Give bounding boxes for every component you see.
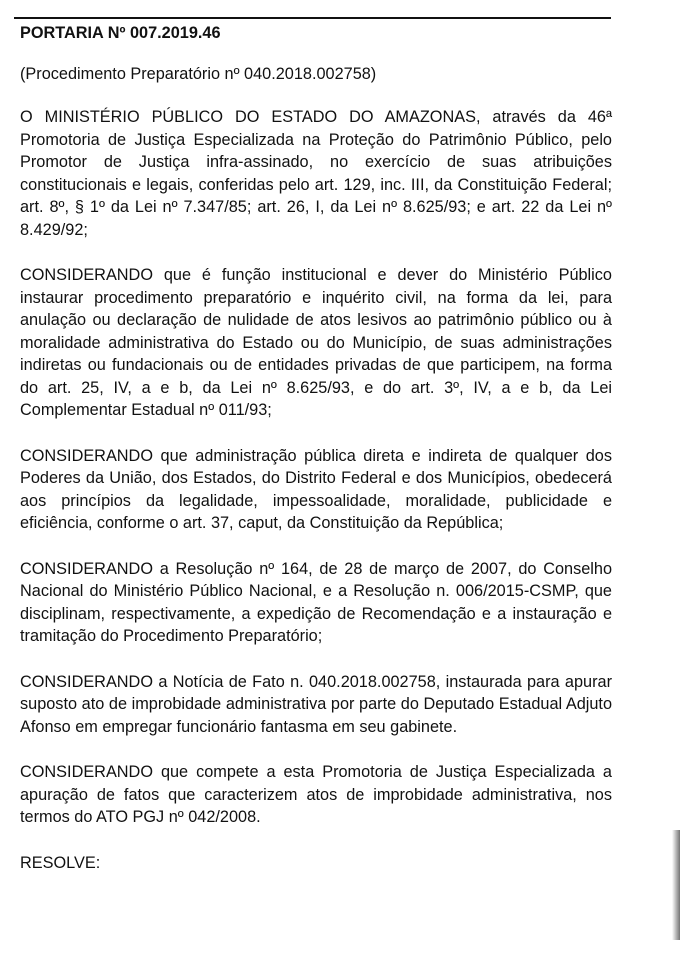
- resolve-heading: RESOLVE:: [20, 853, 101, 872]
- considering-paragraph-1: CONSIDERANDO que é função institucional e dever do Ministério Público instaurar procedimento preparatório e inquérito civil, na forma da lei, para anulação ou declaração de nulidade de atos lesivos ao patrimônio público ou à moralidade administrativa do Estado ou do Município, de suas administrações indiretas ou fundacionais ou de entidades privadas de que participem, na forma do art. 25, IV, a e b, da Lei nº 8.625/93, e do art. 3º, IV, a e b, da Lei Complementar Estadual nº 011/93;: [20, 266, 612, 419]
- header-rule: [14, 17, 611, 19]
- preamble-paragraph: O MINISTÉRIO PÚBLICO DO ESTADO DO AMAZONAS, através da 46ª Promotoria de Justiça Especializada na Proteção do Patrimônio Público, pelo Promotor de Justiça infra-assinado, no exercício de suas atribuições constitucionais e legais, conferidas pelo art. 129, inc. III, da Constituição Federal; art. 8º, § 1º da Lei nº 7.347/85; art. 26, I, da Lei nº 8.625/93; e art. 22 da Lei nº 8.429/92;: [20, 108, 612, 239]
- considering-paragraph-3: CONSIDERANDO a Resolução nº 164, de 28 de março de 2007, do Conselho Nacional do Ministério Público Nacional, e a Resolução n. 006/2015-CSMP, que disciplinam, respectivamente, a expedição de Recomendação e a instauração e tramitação do Procedimento Preparatório;: [20, 559, 612, 645]
- considering-paragraph-4: CONSIDERANDO a Notícia de Fato n. 040.2018.002758, instaurada para apurar suposto ato de improbidade administrativa por parte do Deputado Estadual Adjuto Afonso em empregar funcionário fantasma em seu gabinete.: [20, 672, 612, 736]
- considering-paragraph-2: CONSIDERANDO que administração pública direta e indireta de qualquer dos Poderes da União, dos Estados, do Distrito Federal e dos Municípios, obedecerá aos princípios da legalidade, impessoalidade, moralidade, publicidade e eficiência, conforme o art. 37, caput, da Constituição da República;: [20, 446, 612, 532]
- document-body: [20, 22, 612, 874]
- document-title: PORTARIA Nº 007.2019.46: [20, 24, 221, 42]
- considering-paragraph-5: CONSIDERANDO que compete a esta Promotoria de Justiça Especializada a apuração de fatos que caracterizem atos de improbidade administrativa, nos termos do ATO PGJ nº 042/2008.: [20, 763, 612, 826]
- page-edge-shadow: [672, 830, 680, 940]
- procedure-reference: (Procedimento Preparatório nº 040.2018.002758): [20, 64, 377, 83]
